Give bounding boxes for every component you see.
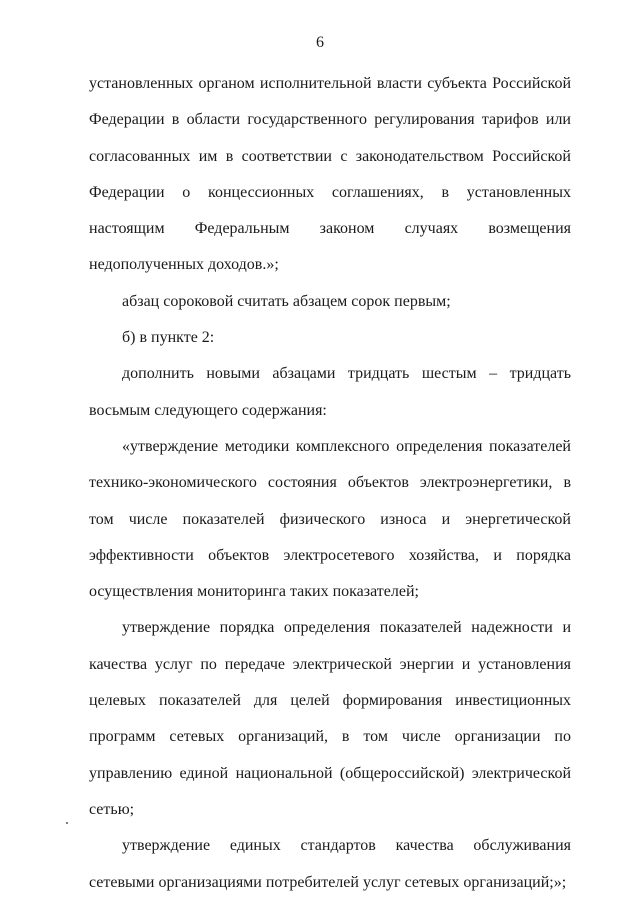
paragraph-add-abzacy: дополнить новыми абзацами тридцать шестым – тридцать восьмым следующего содержания:: [89, 365, 571, 419]
paragraph-abzac-renumber: абзац сороковой считать абзацем сорок первым;: [122, 292, 451, 310]
paragraph-subitem-b: б) в пункте 2:: [122, 329, 215, 347]
paragraph-service-standards: утверждение единых стандартов качества обслуживания сетевыми организациями потребителей услуг сетевых организаций;»;: [89, 837, 571, 891]
paragraph-continuation: установленных органом исполнительной власти субъекта Российской Федерации в области государственного регулирования тарифов или согласованных им в соответствии с законодательством Российской Федерации о концессионных соглашениях, в установленных настоящим Федеральным законом случаях возмещения недополученных доходов.»;: [89, 75, 571, 274]
paragraph-quote-methodology: «утверждение методики комплексного определения показателей технико-экономического состояния объектов электроэнергетики, в том числе показателей физического износа и энергетической эффективности объектов электросетевого хозяйства, и порядка осуществления мониторинга таких показателей;: [89, 437, 571, 601]
paragraph-reliability-indicators: утверждение порядка определения показателей надежности и качества услуг по передаче электрической энергии и установления целевых показателей для целей формирования инвестиционных программ сетевых организаций, в том числе организации по управлению единой национальной (общероссийской) электрической сетью;: [89, 619, 571, 818]
page-number: 6: [316, 34, 324, 51]
scan-speck: [66, 822, 68, 824]
document-body: [89, 66, 571, 901]
